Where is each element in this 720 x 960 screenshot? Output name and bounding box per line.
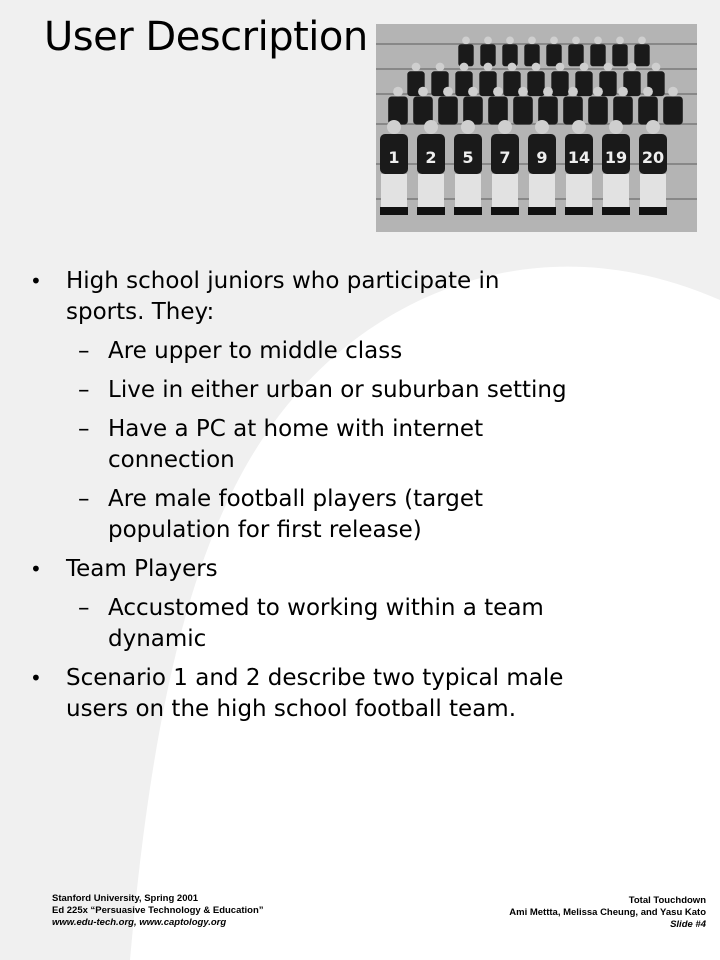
player-pants <box>566 174 592 208</box>
player-shoes <box>454 207 482 215</box>
sub-bullet-item <box>30 414 570 476</box>
jersey-number: 19 <box>604 148 628 167</box>
player-head <box>628 63 637 72</box>
player-pants <box>492 174 518 208</box>
dash-icon: – <box>78 595 90 621</box>
player-jersey <box>590 44 605 66</box>
jersey-number: 2 <box>425 148 437 167</box>
player-head <box>556 63 565 72</box>
team-photo <box>376 24 697 232</box>
dash-icon: – <box>78 416 90 442</box>
bullet-item <box>30 663 570 725</box>
player-head <box>652 63 661 72</box>
player-head <box>484 63 493 72</box>
player-shoes <box>491 207 519 215</box>
bullet-item <box>30 266 570 328</box>
player-jersey <box>588 97 608 125</box>
bullet-icon: • <box>30 666 42 690</box>
player-head <box>572 120 586 134</box>
footer-right <box>486 895 706 931</box>
footer-left <box>52 893 292 929</box>
player-head <box>462 37 470 45</box>
player-head <box>572 37 580 45</box>
player-head <box>443 87 453 97</box>
player-shoes <box>417 207 445 215</box>
jersey-number: 1 <box>388 148 400 167</box>
jersey-number: 20 <box>641 148 665 167</box>
sub-bullet-text: Are upper to middle class <box>108 338 403 364</box>
player-head <box>604 63 613 72</box>
bullet-icon: • <box>30 557 42 581</box>
player-head <box>518 87 528 97</box>
player-head <box>543 87 553 97</box>
footer-websites[interactable]: www.edu-tech.org, www.captology.org <box>52 917 227 928</box>
player-head <box>508 63 517 72</box>
player-jersey <box>568 44 583 66</box>
player-head <box>424 120 438 134</box>
player-head <box>493 87 503 97</box>
player-head <box>412 63 421 72</box>
player-head <box>535 120 549 134</box>
player-head <box>646 120 660 134</box>
player-shoes <box>380 207 408 215</box>
player-head <box>418 87 428 97</box>
sub-bullet-text: Have a PC at home with internet connection <box>108 416 484 473</box>
player-jersey <box>513 97 533 125</box>
player-jersey <box>663 97 683 125</box>
dash-icon: – <box>78 377 90 403</box>
player-head <box>643 87 653 97</box>
bullet-icon: • <box>30 269 42 293</box>
dash-icon: – <box>78 338 90 364</box>
player-pants <box>529 174 555 208</box>
sub-bullet-item <box>30 484 570 546</box>
sub-bullet-item <box>30 375 570 406</box>
player-shoes <box>528 207 556 215</box>
player-head <box>609 120 623 134</box>
player-head <box>550 37 558 45</box>
bullet-list <box>30 266 570 733</box>
player-head <box>568 87 578 97</box>
player-head <box>638 37 646 45</box>
player-head <box>532 63 541 72</box>
player-jersey <box>634 44 649 66</box>
bullet-text: Scenario 1 and 2 describe two typical male users on the high school football team. <box>66 665 564 722</box>
player-head <box>393 87 403 97</box>
sub-bullet-text: Live in either urban or suburban setting <box>108 377 567 403</box>
dash-icon: – <box>78 486 90 512</box>
player-head <box>594 37 602 45</box>
player-head <box>528 37 536 45</box>
jersey-number: 7 <box>499 148 511 167</box>
player-pants <box>455 174 481 208</box>
player-pants <box>640 174 666 208</box>
slide-title: User Description <box>44 14 368 60</box>
footer-university: Stanford University, Spring 2001 <box>52 893 199 904</box>
slide-number: Slide #4 <box>670 919 706 930</box>
player-head <box>616 37 624 45</box>
player-head <box>580 63 589 72</box>
player-jersey <box>527 71 544 96</box>
sub-bullet-text: Are male football players (target population for first release) <box>108 486 484 543</box>
player-head <box>498 120 512 134</box>
player-jersey <box>458 44 473 66</box>
player-pants <box>418 174 444 208</box>
player-pants <box>603 174 629 208</box>
jersey-number: 5 <box>462 148 474 167</box>
player-head <box>668 87 678 97</box>
player-shoes <box>639 207 667 215</box>
player-head <box>460 63 469 72</box>
player-head <box>436 63 445 72</box>
player-jersey <box>503 71 520 96</box>
footer-course: Ed 225x “Persuasive Technology & Education” <box>52 905 264 916</box>
jersey-number: 14 <box>567 148 591 167</box>
player-shoes <box>565 207 593 215</box>
player-shoes <box>602 207 630 215</box>
player-head <box>468 87 478 97</box>
player-head <box>387 120 401 134</box>
player-head <box>618 87 628 97</box>
player-jersey <box>388 97 408 125</box>
player-jersey <box>575 71 592 96</box>
footer-authors: Ami Mettta, Melissa Cheung, and Yasu Kato <box>509 907 706 918</box>
player-jersey <box>612 44 627 66</box>
sub-bullet-item <box>30 593 570 655</box>
player-jersey <box>438 97 458 125</box>
player-pants <box>381 174 407 208</box>
player-head <box>461 120 475 134</box>
player-head <box>593 87 603 97</box>
jersey-number: 9 <box>536 148 548 167</box>
bullet-text: High school juniors who participate in sports. They: <box>66 268 500 325</box>
sub-bullet-text: Accustomed to working within a team dynamic <box>108 595 544 652</box>
footer-project: Total Touchdown <box>628 895 706 906</box>
sub-bullet-item <box>30 336 570 367</box>
player-head <box>484 37 492 45</box>
bullet-text: Team Players <box>66 556 218 582</box>
bullet-item <box>30 554 570 585</box>
player-jersey <box>551 71 568 96</box>
player-jersey <box>502 44 517 66</box>
player-head <box>506 37 514 45</box>
